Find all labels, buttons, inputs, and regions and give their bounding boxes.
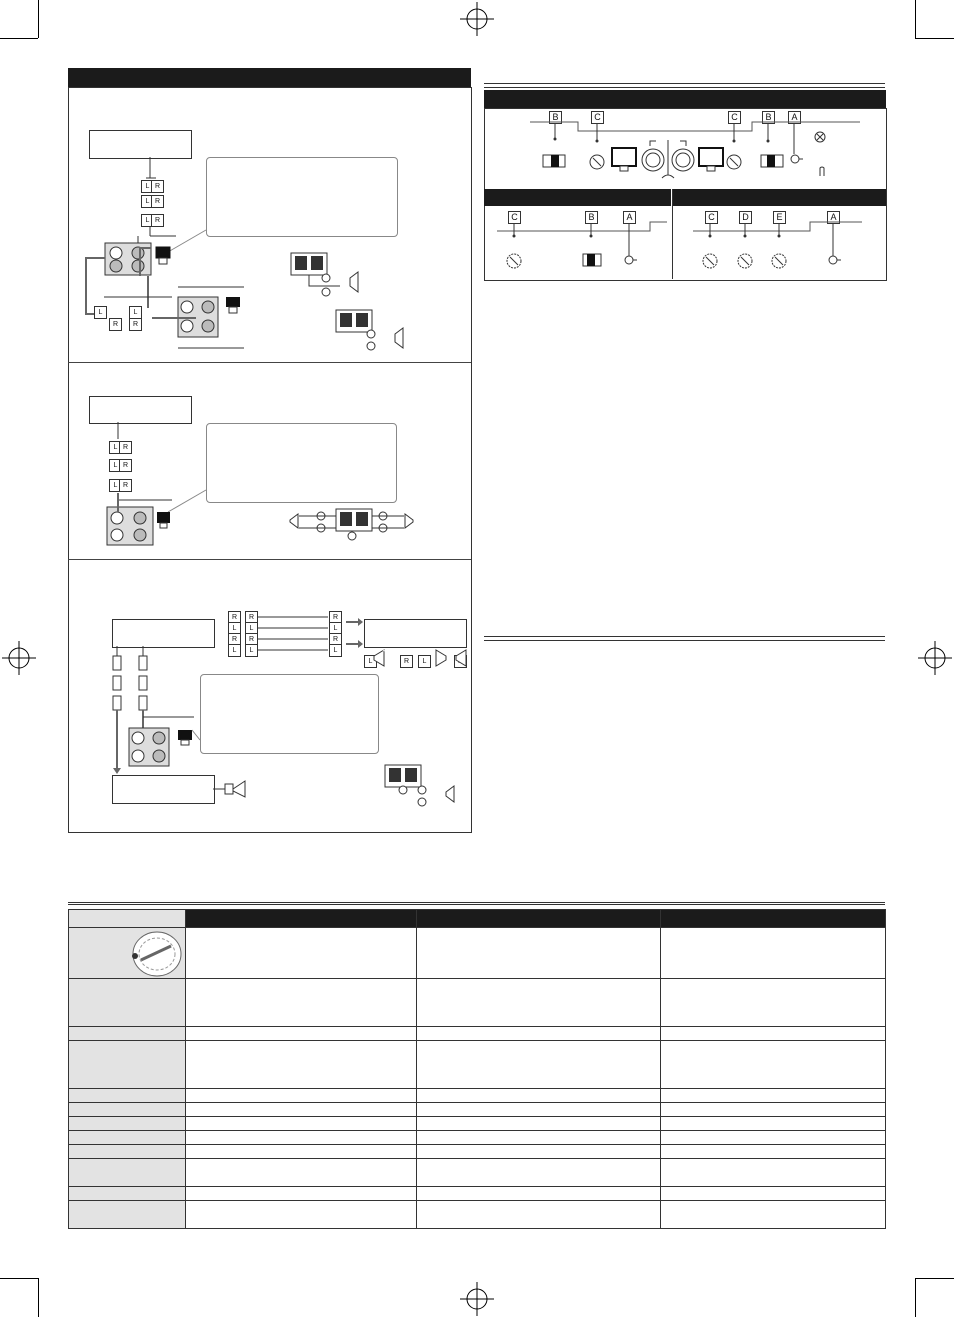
speaker-label-R-1: R: [400, 655, 413, 668]
table-row: [69, 1041, 886, 1089]
speaker-label-L-2: L: [418, 655, 431, 668]
rca-plug-R-1b: R: [151, 195, 164, 208]
table-row: [69, 1145, 886, 1159]
rca-plug-L-1c: L: [141, 214, 154, 227]
rca-plug-L-3f: L: [329, 644, 342, 657]
callout-letter-B-1: B: [549, 111, 562, 124]
rca-plug-L-3d: L: [245, 644, 258, 657]
callout-letter-E: E: [773, 211, 786, 224]
table-header-row: [69, 910, 886, 928]
table-row: [69, 1089, 886, 1103]
rca-plug-R-3e: R: [329, 611, 342, 624]
callout-letter-A-1: A: [788, 111, 801, 124]
callout-letter-C-4: C: [705, 211, 718, 224]
switch-icon: [543, 155, 565, 167]
callout-letter-C-1: C: [591, 111, 604, 124]
knob-icon: [727, 155, 741, 169]
callout-letter-A-3: A: [827, 211, 840, 224]
table-row: [69, 1103, 886, 1117]
rca-plug-R-3b: R: [245, 611, 258, 624]
specs-top-rule: [68, 902, 885, 905]
rca-plug-R-2c: R: [119, 479, 132, 492]
power-certification-seal: [127, 930, 183, 978]
rca-plug-L-2a: L: [109, 441, 122, 454]
rca-plug-L-2b: L: [109, 459, 122, 472]
right-section-rule: [484, 636, 885, 641]
rca-plug-L-1d: L: [94, 306, 107, 319]
switch-icon: [583, 254, 601, 266]
table-row: [69, 1201, 886, 1229]
table-row: [69, 979, 886, 1027]
rca-plug-R-3f: R: [329, 633, 342, 646]
rca-plug-R-1a: R: [151, 180, 164, 193]
rca-plug-L-1a: L: [141, 180, 154, 193]
rca-plug-L-3c: L: [228, 644, 241, 657]
table-row: [69, 1117, 886, 1131]
rca-plug-R-2b: R: [119, 459, 132, 472]
callout-letter-C-2: C: [728, 111, 741, 124]
callout-letter-B-3: B: [585, 211, 598, 224]
rca-plug-R-1d: R: [109, 318, 122, 331]
rca-plug-L-1b: L: [141, 195, 154, 208]
callout-letter-B-2: B: [762, 111, 775, 124]
rca-plug-R-3a: R: [228, 611, 241, 624]
table-row: [69, 1027, 886, 1041]
rca-plug-L-3a: L: [228, 622, 241, 635]
rca-plug-R-3d: R: [245, 633, 258, 646]
callout-letter-D: D: [739, 211, 752, 224]
rca-plug-R-1e: R: [129, 318, 142, 331]
rca-plug-L-3b: L: [245, 622, 258, 635]
knob-icon: [738, 254, 752, 268]
knob-icon: [507, 254, 521, 268]
knob-icon: [703, 254, 717, 268]
table-row: [69, 1159, 886, 1187]
table-row: [69, 1187, 886, 1201]
table-row: [69, 1131, 886, 1145]
knob-icon: [772, 254, 786, 268]
callout-letter-C-3: C: [508, 211, 521, 224]
rca-plug-L-1e: L: [129, 306, 142, 319]
switch-icon: [761, 155, 783, 167]
rca-plug-R-3c: R: [228, 633, 241, 646]
rca-plug-L-3e: L: [329, 622, 342, 635]
callout-letter-A-2: A: [623, 211, 636, 224]
rca-plug-R-2a: R: [119, 441, 132, 454]
rca-plug-R-1c: R: [151, 214, 164, 227]
table-row: [69, 928, 886, 979]
knob-icon: [590, 155, 604, 169]
specifications-table: [68, 909, 886, 1229]
speaker-label-L-1: L: [364, 655, 377, 668]
rca-plug-L-2c: L: [109, 479, 122, 492]
